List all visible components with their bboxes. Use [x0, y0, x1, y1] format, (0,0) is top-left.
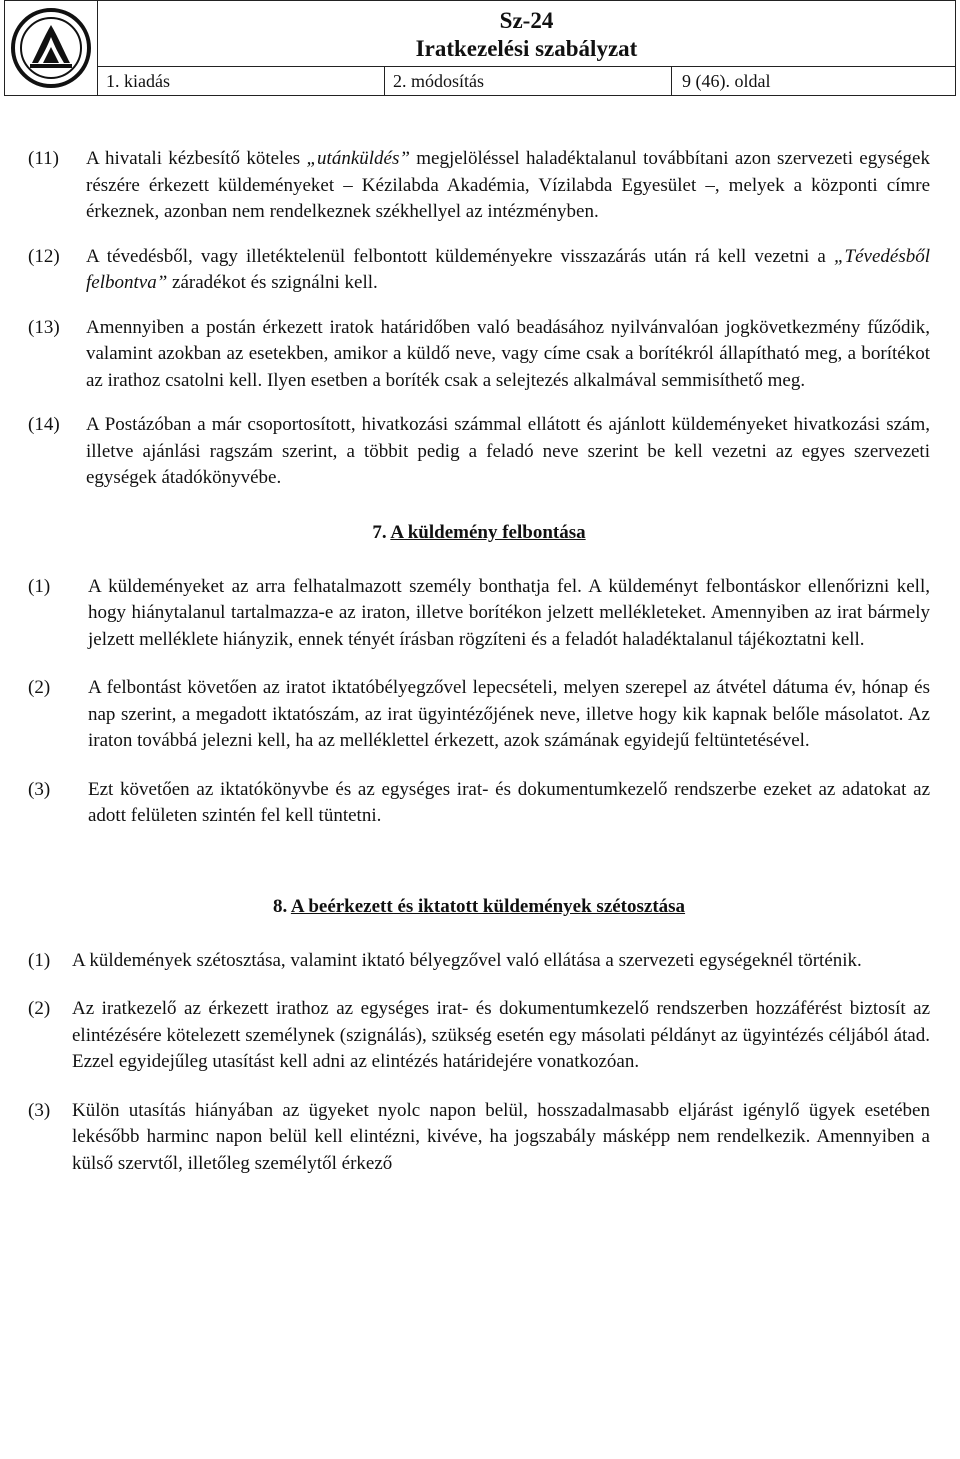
- emphasis-text: „Tévedésből felbontva”: [86, 245, 930, 293]
- item-number: (2): [28, 998, 51, 1019]
- item-text: A felbontást követően az iratot iktatóbélyegzővel lepecsételi, melyen szerepel az átvétel dátuma év, hónap és nap szerint, a megadott iktatószám, az irat ügyintézőjének neve, illetve hogy kik kapnak belőle másolatot. Az iraton továbbá jelezni kell, ha az melléklettel érkezett, azok számának egyidejű feltüntetésével.: [88, 677, 930, 751]
- paragraph-12: [28, 244, 930, 297]
- text-run: A hivatali kézbesítő köteles: [86, 148, 307, 169]
- paragraph-text: Amennyiben a postán érkezett iratok határidőben való beadásához nyilvánvalóan jogkövetkezmény fűződik, valamint azokban az esetekben, amikor a küldő neve, vagy címe csak a borítékról állapítható meg, a borítékot az irathoz csatolni kell. Ilyen esetben a boríték csak a selejtezés alkalmával semmisíthető meg.: [86, 316, 930, 391]
- text-run: A tévedésből, vagy illetéktelenül felbontott küldeményekre visszazárás után rá kell vezetni a: [86, 245, 834, 267]
- paragraph-14: [28, 412, 930, 492]
- document-body: [28, 146, 930, 1177]
- section-7-item-3: [28, 777, 930, 830]
- university-logo-icon: [10, 7, 92, 89]
- section-8-item-2: [28, 996, 930, 1076]
- title-area: [98, 1, 955, 67]
- emphasis-text: „utánküldés”: [306, 148, 410, 169]
- paragraph-text: [86, 244, 930, 297]
- section-title: A beérkezett és iktatott küldemények szétosztása: [290, 895, 686, 917]
- section-number: 8.: [272, 895, 288, 917]
- paragraph-11: [28, 146, 930, 226]
- item-number: (3): [28, 778, 51, 800]
- paragraph-number: (14): [28, 414, 60, 435]
- logo-cell: [5, 1, 98, 95]
- paragraph-text: [86, 146, 930, 226]
- section-8-item-1: [28, 948, 930, 975]
- section-7-heading: [28, 520, 930, 546]
- document-header: [4, 0, 956, 96]
- section-7-item-1: [28, 574, 930, 654]
- text-run: záradékot és szignálni kell.: [167, 272, 378, 293]
- item-number: (1): [28, 575, 51, 597]
- section-7-item-2: [28, 675, 930, 755]
- paragraph-number: (12): [28, 245, 60, 267]
- section-8-heading: [28, 894, 930, 920]
- amendment-label: 2. módosítás: [385, 67, 672, 95]
- item-text: Ezt követően az iktatókönyvbe és az egységes irat- és dokumentumkezelő rendszerbe ezeket az adatokat az adott felületen szintén fel kell tüntetni.: [88, 778, 930, 826]
- paragraph-number: (13): [28, 316, 60, 338]
- item-text: A küldeményeket az arra felhatalmazott személy bonthatja fel. A küldeményt felbontáskor ellenőrizni kell, hogy hiánytalanul tartalmazza-e az iraton, illetve borítékon jelzett mellékleteket. Amennyiben az irat bármely jelzett melléklete hiányzik, ennek tényét írásban rögzíteni és a feladót haladéktalanul tájékoztatni kell.: [88, 575, 930, 650]
- section-number: 7.: [372, 521, 387, 543]
- item-text: Az iratkezelő az érkezett irathoz az egységes irat- és dokumentumkezelő rendszerben hozzáférést biztosít az elintézésére kötelezett személynek (szignálás), szükség esetén egy másolati példányt az ügyintézés céljából átad. Ezzel egyidejűleg utasítást kell adni az elintézés határidejére vonatkozóan.: [72, 998, 930, 1072]
- section-title: A küldemény felbontása: [390, 521, 586, 543]
- paragraph-text: A Postázóban a már csoportosított, hivatkozási számmal ellátott és ajánlott küldeményeket hivatkozási szám, illetve ajánlási ragszám szerint, a többit pedig a feladó neve szerint be kell vezetni az egyes szervezeti egységek átadókönyvébe.: [86, 414, 930, 488]
- doc-title: Iratkezelési szabályzat: [415, 36, 638, 61]
- edition-label: 1. kiadás: [98, 67, 385, 95]
- item-number: (1): [28, 949, 51, 971]
- item-text: Külön utasítás hiányában az ügyeket nyolc napon belül, hosszadalmasabb eljárást igénylő ügyek esetében lekésőbb harminc napon belül kell elintézni, kivéve, ha jogszabály másképp nem rendelkezik. Amennyiben a külső szervtől, illetőleg személytől érkező: [72, 1099, 930, 1174]
- item-text: A küldemények szétosztása, valamint iktató bélyegzővel való ellátása a szervezeti egységeknél történik.: [72, 949, 862, 971]
- item-number: (3): [28, 1099, 51, 1121]
- meta-row: [98, 67, 955, 95]
- paragraph-number: (11): [28, 148, 59, 169]
- item-number: (2): [28, 677, 51, 698]
- text-run: megjelöléssel haladéktalanul továbbítani azon szervezeti egységek részére érkezett küldeményeket – Kézilabda Akadémia, Vízilabda Egyesület –, melyek a központi címre érkeznek, azonban nem rendelkeznek székhellyel az intézményben.: [86, 148, 930, 222]
- paragraph-13: [28, 315, 930, 395]
- doc-code: Sz-24: [499, 8, 554, 33]
- section-8-item-3: [28, 1098, 930, 1178]
- page-number: 9 (46). oldal: [682, 71, 771, 91]
